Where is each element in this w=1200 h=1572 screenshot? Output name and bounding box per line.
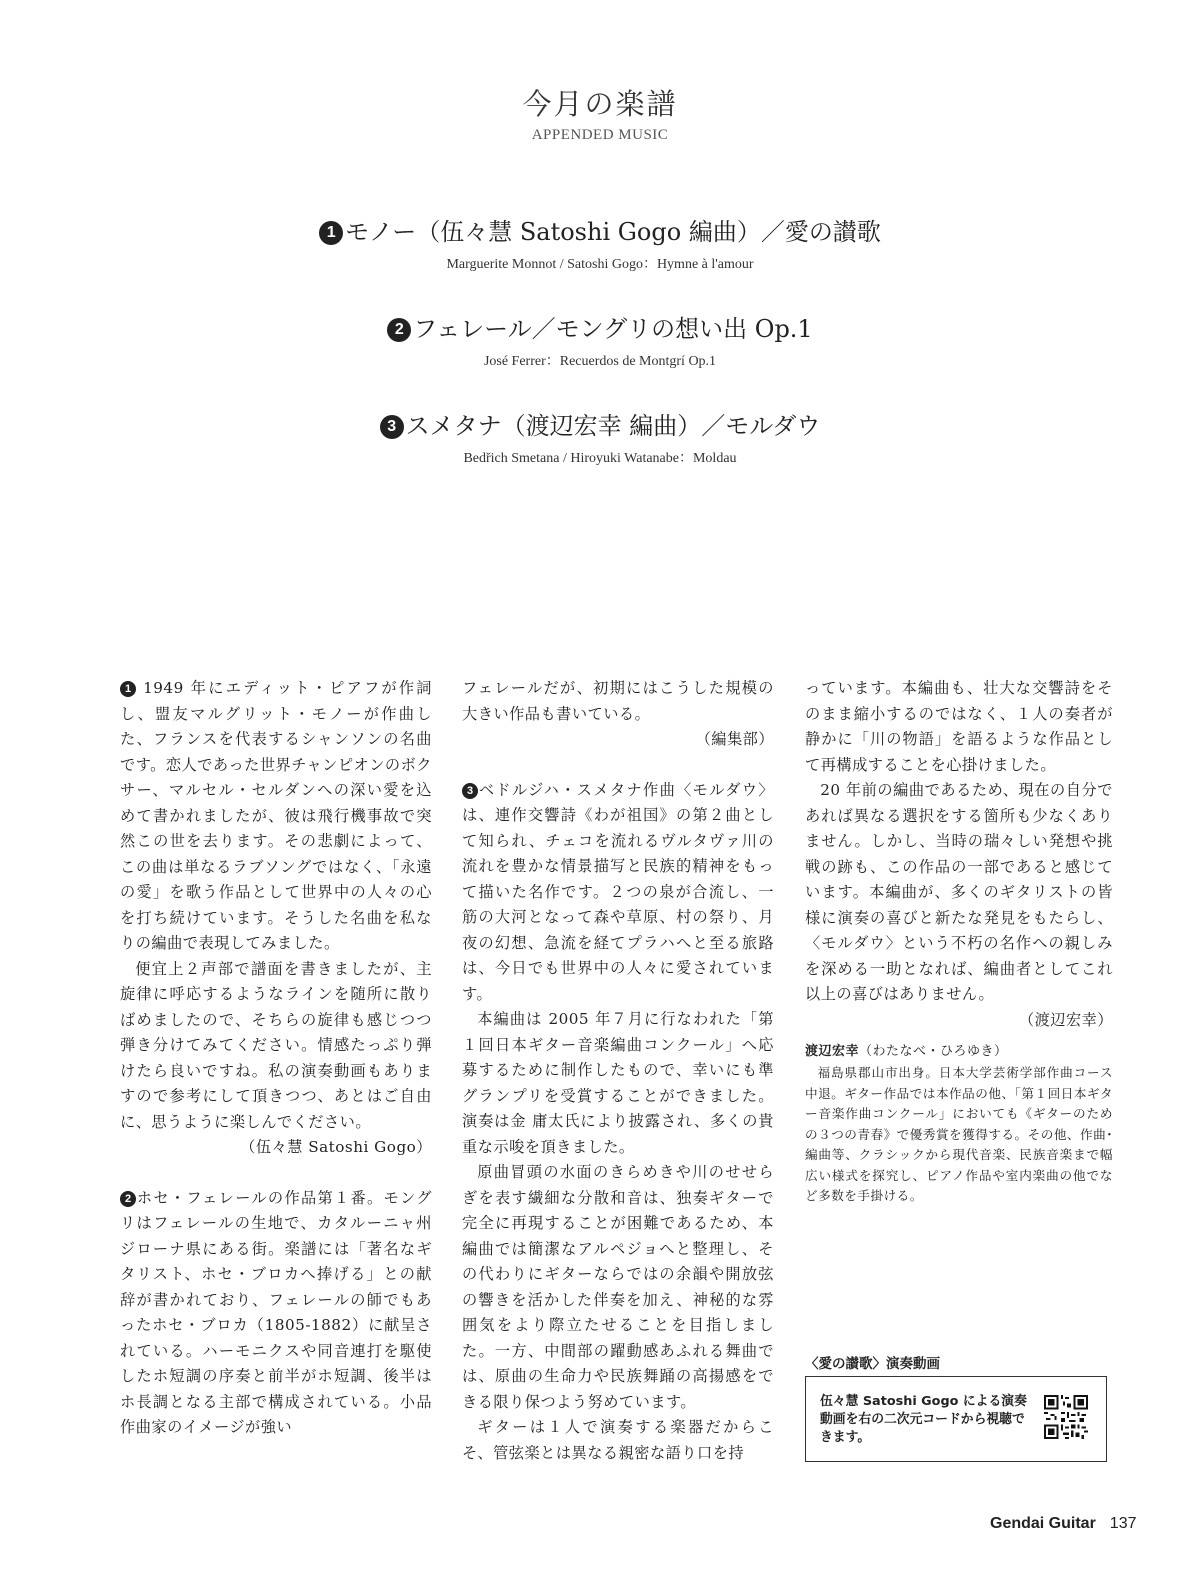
page-footer [990, 1515, 1137, 1533]
piece-item [0, 406, 1200, 467]
signature: （編集部） [695, 730, 774, 748]
bio-reading: （わたなべ・ひろゆき） [859, 1044, 1008, 1059]
text-column-3 [805, 676, 1113, 1207]
section-number-badge: 3 [462, 783, 478, 799]
bio-name: 渡辺宏幸 [805, 1044, 860, 1059]
page-header [0, 82, 1200, 144]
paragraph: 2 ホセ・フェレールの作品第１番。モングリはフェレールの生地で、カタルーニャ州ジローナ県にある街。楽譜には「著名なギタリスト、ホセ・ブロカへ捧げる」との献辞が書かれており、フェレールの師でもあったホセ・ブロカ（1805-1882）に献呈されている。ハーモニクスや同音連打を駆使したホ短調の序奏と前半がホ短調、後半はホ長調となる主部で構成されている。小品作曲家のイメージが強い [120, 1188, 432, 1436]
bio-heading [805, 1041, 1113, 1063]
piece-number-badge: 3 [380, 415, 404, 439]
piece-subtitle: José Ferrer：Recuerdos de Montgrí Op.1 [483, 354, 717, 369]
section-number-badge: 2 [120, 1191, 136, 1207]
text-column-2 [462, 676, 774, 1466]
page-subtitle: APPENDED MUSIC [531, 127, 669, 143]
piece-title: スメタナ（渡辺宏幸 編曲）／モルダウ [405, 412, 821, 440]
paragraph: 3 ベドルジハ・スメタナ作曲〈モルダウ〉は、連作交響詩《わが祖国》の第２曲として知られ、チェコを流れるヴルタヴァ川の流れを豊かな情景描写と民族的精神をもって描いた名作です。２つの泉が合流し、一筋の大河となって森や草原、村の祭り、月夜の幻想、急流を経てプラハへと至る旅路は、今日でも世界中の人々に愛されています。 [462, 780, 774, 1003]
video-box [805, 1376, 1107, 1462]
piece-item [0, 309, 1200, 370]
page-number: 137 [1109, 1515, 1137, 1532]
video-text: 伍々慧 Satoshi Gogo による演奏動画を右の二次元コードから視聴できます。 [820, 1394, 1027, 1445]
paragraph: 原曲冒頭の水面のきらめきや川のせせらぎを表す繊細な分散和音は、独奏ギターで完全に再現することが困難であるため、本編曲では簡潔なアルペジョへと整理し、その代わりにギターならではの余韻や開放弦の響きを活かした伴奏を加え、神秘的な雰囲気をより際立たせることを目指しました。一方、中間部の躍動感あふれる舞曲では、原曲の生命力や民族舞踊の高揚感をできる限り保つよう努めています。 [462, 1163, 774, 1411]
video-heading: 〈愛の讃歌〉演奏動画 [805, 1356, 940, 1372]
paragraph: っています。本編曲も、壮大な交響詩をそのまま縮小するのではなく、１人の奏者が静かに「川の物語」を語るような作品として再構成することを心掛けました。 [805, 679, 1113, 774]
piece-subtitle: Bedřich Smetana / Hiroyuki Watanabe：Moldau [463, 451, 737, 466]
paragraph: 20 年前の編曲であるため、現在の自分であれば異なる選択をする箇所も少なくありません。しかし、当時の瑞々しい発想や挑戦の跡も、この作品の一部であると感じています。本編曲が、多くのギタリストの皆様に演奏の喜びと新たな発見をもたらし、〈モルダウ〉という不朽の名作への親しみを深める一助となれば、編曲者としてこれ以上の喜びはありません。 （渡辺宏幸） [805, 778, 1113, 1033]
paragraph: フェレールだが、初期にはこうした規模の大きい作品も書いている。 （編集部） [462, 676, 774, 753]
text-column-1 [120, 676, 432, 1441]
piece-list [0, 212, 1200, 503]
bio-text: 福島県郡山市出身。日本大学芸術学部作曲コース中退。ギター作品では本作品の他、「第１回日本ギター音楽作曲コンクール」においても《ギターのための３つの青春》で優秀賞を獲得する。その他、作曲･編曲等、クラシックから現代音楽、民族音楽まで幅広い様式を探究し、ピアノ作品や室内楽曲の他でなど多数を手掛ける。 [805, 1065, 1113, 1203]
section-number-badge: 1 [120, 681, 136, 697]
paragraph: 本編曲は 2005 年７月に行なわれた「第１回日本ギター音楽編曲コンクール」へ応募するために制作したもので、幸いにも準グランプリを受賞することができました。演奏は金 庸太氏により披露され、多くの貴重な示唆を頂きました。 [462, 1010, 774, 1156]
magazine-name: Gendai Guitar [990, 1515, 1096, 1532]
piece-title: モノー（伍々慧 Satoshi Gogo 編曲）／愛の讃歌 [345, 218, 881, 246]
paragraph: 1 1949 年にエディット・ピアフが作詞し、盟友マルグリット・モノーが作曲した、フランスを代表するシャンソンの名曲です。恋人であった世界チャンピオンのボクサー、マルセル・セルダンへの深い愛を込めて書かれましたが、彼は飛行機事故で突然この世を去ります。その悲劇によって、この曲は単なるラブソングではなく、「永遠の愛」を歌う作品として世界中の人々の心を打ち続けています。そうした名曲を私なりの編曲で表現してみました。 [120, 679, 432, 952]
piece-number-badge: 2 [387, 318, 411, 342]
piece-title: フェレール／モングリの想い出 Op.1 [413, 315, 813, 343]
piece-item [0, 212, 1200, 273]
signature: （伍々慧 Satoshi Gogo） [240, 1138, 432, 1156]
piece-number-badge: 1 [319, 221, 343, 245]
piece-subtitle: Marguerite Monnot / Satoshi Gogo：Hymne à l'amour [446, 257, 754, 272]
signature: （渡辺宏幸） [1018, 1010, 1113, 1029]
page-title: 今月の楽譜 [522, 87, 678, 121]
paragraph: ギターは１人で演奏する楽器だからこそ、管弦楽とは異なる親密な語り口を持 [462, 1418, 774, 1462]
qr-code-icon[interactable] [1044, 1395, 1088, 1439]
paragraph: 便宜上２声部で譜面を書きましたが、主旋律に呼応するようなラインを随所に散りばめましたので、そちらの旋律も感じつつ弾き分けてみてください。情感たっぷり弾けたら良いですね。私の演奏動画もありますので参考にして頂きつつ、あとはご自由に、思うように楽しんでください。 （伍々慧 Satoshi Gogo） [120, 957, 432, 1161]
